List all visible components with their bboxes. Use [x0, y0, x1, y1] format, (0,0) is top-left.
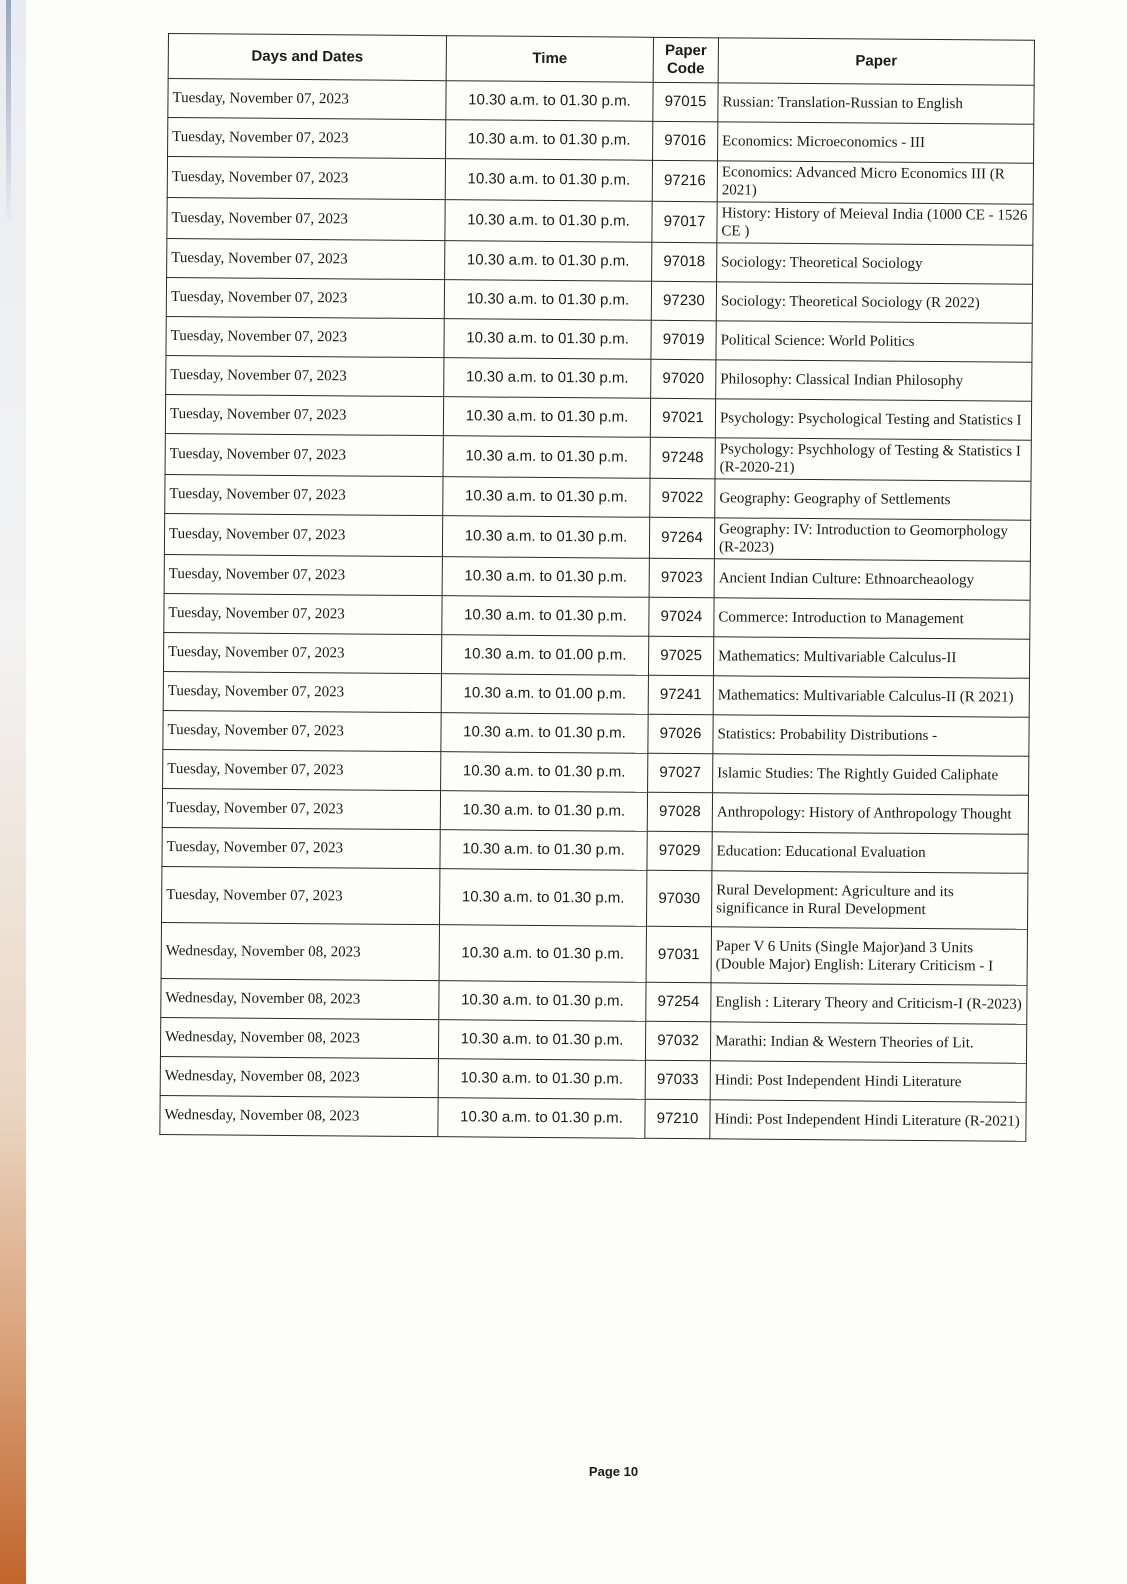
paper-code-cell: 97028 — [647, 792, 712, 832]
paper-cell: Sociology: Theoretical Sociology — [717, 243, 1033, 284]
paper-cell: Hindi: Post Independent Hindi Literature (R-2021) — [710, 1100, 1026, 1141]
paper-cell: Commerce: Introduction to Management — [714, 598, 1030, 639]
paper-cell: Philosophy: Classical Indian Philosophy — [716, 360, 1032, 401]
table-row — [168, 118, 1034, 164]
paper-cell: Mathematics: Multivariable Calculus-II (R 2021) — [713, 676, 1029, 717]
time-cell: 10.30 a.m. to 01.30 p.m. — [439, 981, 646, 1022]
table-row — [167, 157, 1033, 205]
table-row — [167, 238, 1033, 284]
table-row — [165, 433, 1031, 481]
timetable-table — [159, 33, 1035, 1142]
time-cell: 10.30 a.m. to 01.30 p.m. — [439, 925, 646, 983]
date-cell: Tuesday, November 07, 2023 — [162, 788, 440, 829]
table-row — [160, 1095, 1026, 1141]
time-cell: 10.30 a.m. to 01.30 p.m. — [438, 1059, 645, 1100]
time-cell: 10.30 a.m. to 01.30 p.m. — [442, 516, 649, 559]
paper-cell: Ancient Indian Culture: Ethnoarcheaology — [714, 559, 1030, 600]
time-cell: 10.30 a.m. to 01.30 p.m. — [444, 319, 651, 360]
paper-cell: Psychology: Psychological Testing and Statistics I — [715, 399, 1031, 440]
paper-cell: Geography: Geography of Settlements — [715, 479, 1031, 520]
time-cell: 10.30 a.m. to 01.30 p.m. — [441, 713, 648, 754]
paper-code-cell: 97230 — [651, 281, 716, 321]
paper-cell: Psychology: Psychhology of Testing & Statistics I (R-2020-21) — [715, 438, 1031, 481]
table-row — [165, 394, 1031, 440]
time-cell: 10.30 a.m. to 01.30 p.m. — [446, 120, 653, 161]
time-cell: 10.30 a.m. to 01.30 p.m. — [443, 477, 650, 518]
date-cell: Tuesday, November 07, 2023 — [167, 157, 445, 200]
paper-code-cell: 97030 — [646, 870, 711, 927]
table-row — [166, 316, 1032, 362]
date-cell: Tuesday, November 07, 2023 — [162, 827, 440, 868]
table-row — [164, 554, 1030, 600]
paper-cell: Marathi: Indian & Western Theories of Lit. — [710, 1022, 1026, 1063]
paper-code-cell: 97023 — [649, 558, 714, 598]
paper-code-cell: 97029 — [647, 831, 712, 871]
date-cell: Tuesday, November 07, 2023 — [166, 316, 444, 357]
table-row — [163, 671, 1029, 717]
time-cell: 10.30 a.m. to 01.30 p.m. — [443, 397, 650, 438]
time-cell: 10.30 a.m. to 01.30 p.m. — [445, 200, 652, 243]
scan-edge-shadow — [0, 0, 26, 1584]
table-row — [162, 866, 1028, 929]
table-row — [166, 277, 1032, 323]
header-paper: Paper — [718, 38, 1034, 85]
date-cell: Wednesday, November 08, 2023 — [160, 1056, 438, 1097]
time-cell: 10.30 a.m. to 01.30 p.m. — [446, 81, 653, 122]
time-cell: 10.30 a.m. to 01.30 p.m. — [444, 358, 651, 399]
paper-code-cell: 97027 — [648, 753, 713, 793]
header-days-dates: Days and Dates — [168, 34, 446, 81]
paper-code-cell: 97032 — [645, 1021, 710, 1061]
time-cell: 10.30 a.m. to 01.30 p.m. — [442, 596, 649, 637]
paper-cell: Mathematics: Multivariable Calculus-II — [713, 637, 1029, 678]
time-cell: 10.30 a.m. to 01.30 p.m. — [445, 241, 652, 282]
paper-code-cell: 97025 — [648, 636, 713, 676]
paper-cell: Economics: Advanced Micro Economics III (R 2021) — [717, 161, 1033, 204]
date-cell: Tuesday, November 07, 2023 — [167, 238, 445, 279]
paper-cell: Geography: IV: Introduction to Geomorphology (R-2023) — [714, 518, 1030, 561]
date-cell: Tuesday, November 07, 2023 — [164, 513, 442, 556]
table-row — [165, 474, 1031, 520]
date-cell: Tuesday, November 07, 2023 — [166, 355, 444, 396]
header-paper-code: Paper Code — [653, 37, 718, 83]
paper-cell: English : Literary Theory and Criticism-I (R-2023) — [711, 983, 1027, 1024]
paper-code-cell: 97021 — [650, 398, 715, 438]
header-row — [168, 34, 1034, 86]
table-row — [162, 788, 1028, 834]
table-row — [163, 749, 1029, 795]
table-row — [166, 355, 1032, 401]
table-row — [167, 197, 1033, 245]
header-time: Time — [446, 36, 653, 83]
table-row — [163, 632, 1029, 678]
paper-code-cell: 97033 — [645, 1060, 710, 1100]
time-cell: 10.30 a.m. to 01.30 p.m. — [441, 752, 648, 793]
time-cell: 10.30 a.m. to 01.30 p.m. — [438, 1020, 645, 1061]
paper-cell: Hindi: Post Independent Hindi Literature — [710, 1061, 1026, 1102]
paper-code-cell: 97018 — [652, 242, 717, 282]
paper-cell: Rural Development: Agriculture and its significance in Rural Development — [711, 871, 1027, 929]
paper-code-cell: 97017 — [652, 201, 717, 243]
scan-streak — [6, 0, 11, 220]
time-cell: 10.30 a.m. to 01.30 p.m. — [440, 869, 647, 927]
date-cell: Tuesday, November 07, 2023 — [165, 394, 443, 435]
time-cell: 10.30 a.m. to 01.30 p.m. — [440, 830, 647, 871]
paper-cell: Sociology: Theoretical Sociology (R 2022) — [716, 282, 1032, 323]
date-cell: Tuesday, November 07, 2023 — [164, 554, 442, 595]
time-cell: 10.30 a.m. to 01.30 p.m. — [444, 280, 651, 321]
paper-code-cell: 97026 — [648, 714, 713, 754]
table-row — [160, 1056, 1026, 1102]
date-cell: Tuesday, November 07, 2023 — [165, 474, 443, 515]
time-cell: 10.30 a.m. to 01.30 p.m. — [442, 557, 649, 598]
date-cell: Tuesday, November 07, 2023 — [168, 118, 446, 159]
paper-code-cell: 97210 — [645, 1099, 710, 1139]
date-cell: Tuesday, November 07, 2023 — [166, 277, 444, 318]
paper-code-cell: 97264 — [649, 517, 714, 559]
table-row — [163, 710, 1029, 756]
paper-cell: Education: Educational Evaluation — [712, 832, 1028, 873]
paper-cell: Statistics: Probability Distributions - — [713, 715, 1029, 756]
time-cell: 10.30 a.m. to 01.30 p.m. — [445, 159, 652, 202]
paper-cell: Russian: Translation-Russian to English — [718, 83, 1034, 124]
table-row — [164, 593, 1030, 639]
paper-cell: Paper V 6 Units (Single Major)and 3 Units (Double Major) English: Literary Criticism - I — [711, 927, 1027, 985]
paper-code-cell: 97020 — [651, 359, 716, 399]
paper-cell: History: History of Meieval India (1000 CE - 1526 CE ) — [717, 202, 1033, 245]
date-cell: Tuesday, November 07, 2023 — [163, 710, 441, 751]
date-cell: Wednesday, November 08, 2023 — [161, 978, 439, 1019]
paper-code-cell: 97015 — [653, 82, 718, 122]
paper-cell: Economics: Microeconomics - III — [718, 122, 1034, 163]
time-cell: 10.30 a.m. to 01.30 p.m. — [443, 436, 650, 479]
date-cell: Tuesday, November 07, 2023 — [165, 433, 443, 476]
date-cell: Tuesday, November 07, 2023 — [163, 671, 441, 712]
table-row — [168, 79, 1034, 125]
time-cell: 10.30 a.m. to 01.00 p.m. — [441, 635, 648, 676]
paper-code-cell: 97216 — [652, 160, 717, 202]
date-cell: Wednesday, November 08, 2023 — [160, 1095, 438, 1136]
paper-cell: Anthropology: History of Anthropology Thought — [712, 793, 1028, 834]
date-cell: Wednesday, November 08, 2023 — [161, 922, 439, 980]
table-row — [164, 513, 1030, 561]
table-row — [161, 922, 1027, 985]
date-cell: Tuesday, November 07, 2023 — [162, 866, 440, 924]
paper-cell: Political Science: World Politics — [716, 321, 1032, 362]
paper-code-cell: 97248 — [650, 437, 715, 479]
paper-code-cell: 97016 — [653, 121, 718, 161]
paper-code-cell: 97024 — [649, 597, 714, 637]
table-row — [161, 978, 1027, 1024]
date-cell: Tuesday, November 07, 2023 — [163, 632, 441, 673]
paper-code-cell: 97254 — [646, 982, 711, 1022]
time-cell: 10.30 a.m. to 01.00 p.m. — [441, 674, 648, 715]
date-cell: Tuesday, November 07, 2023 — [167, 197, 445, 240]
paper-code-cell: 97031 — [646, 926, 711, 983]
date-cell: Wednesday, November 08, 2023 — [160, 1017, 438, 1058]
date-cell: Tuesday, November 07, 2023 — [163, 749, 441, 790]
time-cell: 10.30 a.m. to 01.30 p.m. — [438, 1098, 645, 1139]
paper-code-cell: 97241 — [648, 675, 713, 715]
time-cell: 10.30 a.m. to 01.30 p.m. — [440, 791, 647, 832]
exam-timetable — [159, 33, 1035, 1142]
paper-code-cell: 97019 — [651, 320, 716, 360]
paper-code-cell: 97022 — [650, 478, 715, 518]
date-cell: Tuesday, November 07, 2023 — [168, 79, 446, 120]
paper-cell: Islamic Studies: The Rightly Guided Caliphate — [713, 754, 1029, 795]
page-number: Page 10 — [588, 1464, 639, 1479]
date-cell: Tuesday, November 07, 2023 — [164, 593, 442, 634]
table-row — [160, 1017, 1026, 1063]
table-row — [162, 827, 1028, 873]
